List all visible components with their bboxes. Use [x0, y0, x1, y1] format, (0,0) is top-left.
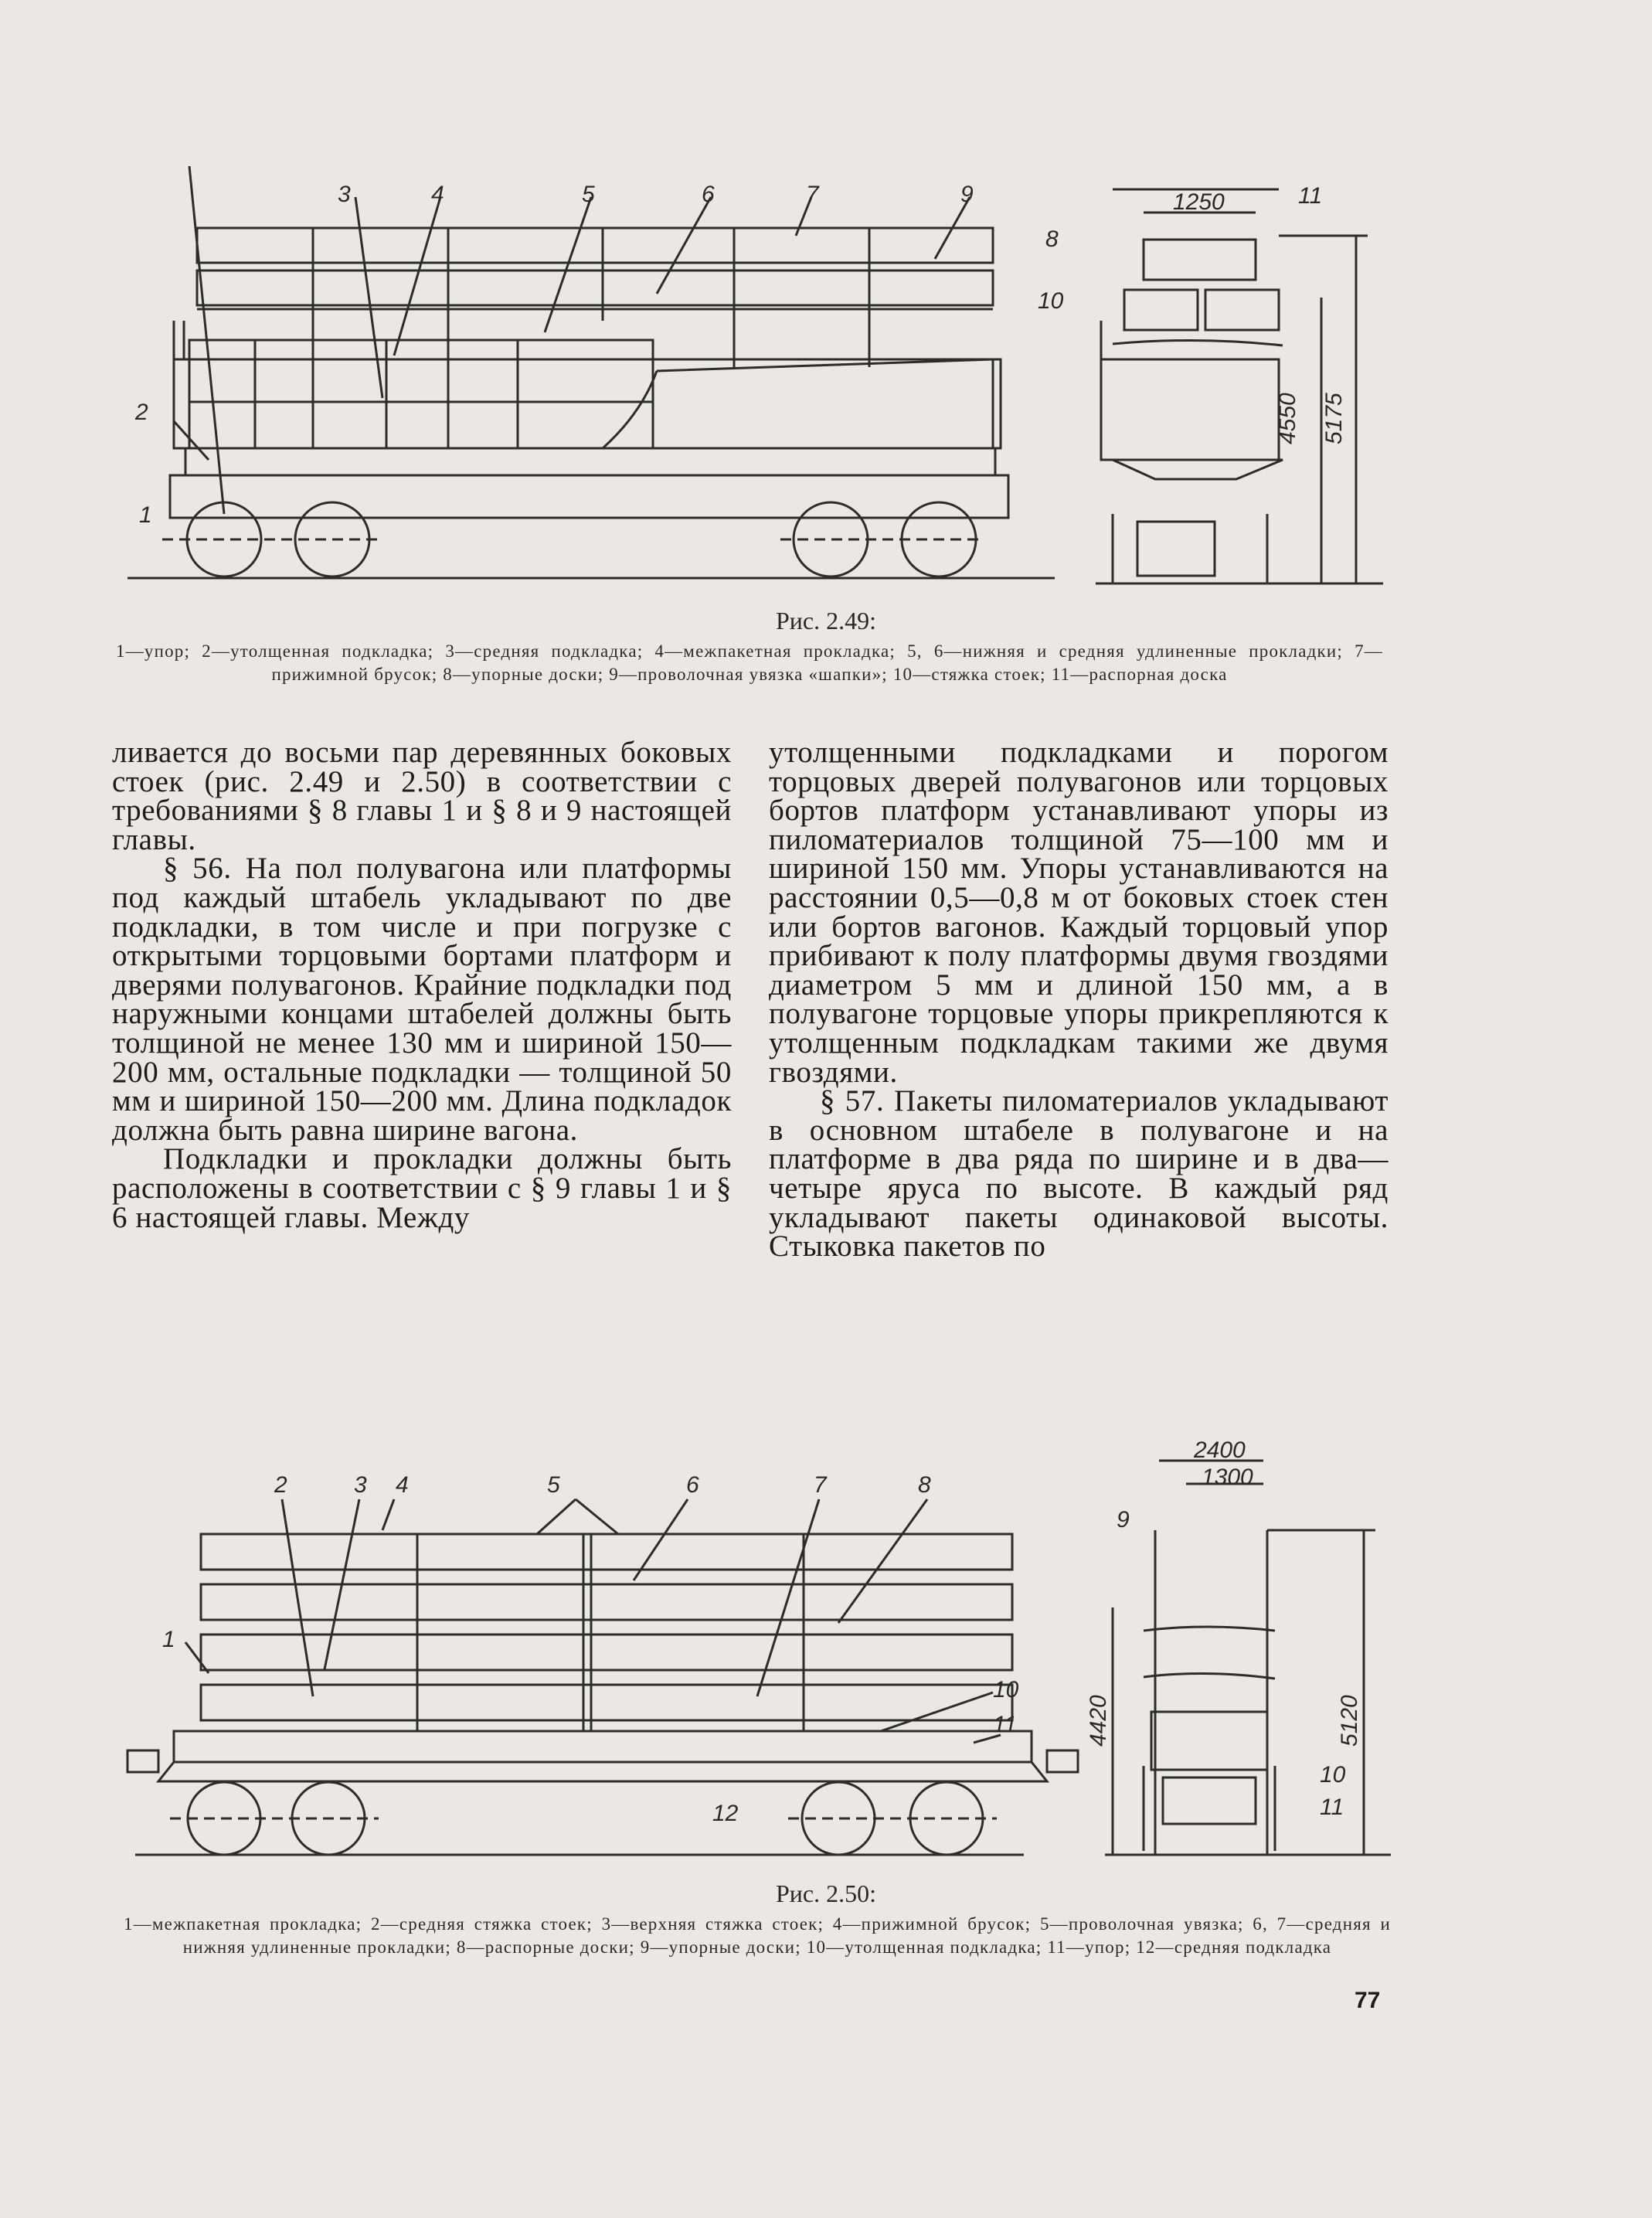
- fig1-label: 7: [806, 182, 819, 207]
- fig2-label: 3: [354, 1472, 367, 1498]
- fig1-label: 3: [338, 182, 351, 207]
- fig2-label: 10: [1320, 1762, 1346, 1788]
- fig2-label: 4: [396, 1472, 409, 1498]
- figure-2-49-caption: 1—упор; 2—утолщенная подкладка; 3—средняя подкладка; 4—межпакетная прокладка; 5, 6—нижняя и средняя удлиненные прокладки; 7—прижимной брусок; 8—упорные доски; 9—проволочная увязка «шапки»; 10—стяжка стоек; 11—распорная доска: [116, 641, 1383, 684]
- fig1-dimension: 4550: [1275, 393, 1300, 444]
- left-text-column: [112, 738, 732, 1232]
- fig1-label: 8: [1045, 226, 1059, 252]
- fig2-label: 1: [162, 1627, 175, 1652]
- fig1-label: 6: [702, 182, 715, 207]
- figure-2-50-labels: [124, 1437, 1399, 1878]
- paragraph: ливается до восьми пар деревянных боковых стоек (рис. 2.49 и 2.50) в соответствии с требованиями § 8 главы 1 и § 8 и 9 настоящей главы.: [112, 736, 732, 856]
- figure-2-49-labels: [116, 166, 1391, 599]
- fig1-dimension: 1250: [1173, 189, 1225, 215]
- fig1-label: 10: [1038, 288, 1064, 314]
- figure-2-50-title: Рис. 2.50:: [775, 1880, 876, 1907]
- fig2-label: 10: [993, 1677, 1019, 1703]
- figure-2-50-caption: 1—межпакетная прокладка; 2—средняя стяжка стоек; 3—верхняя стяжка стоек; 4—прижимной брусок; 5—проволочная увязка; 6, 7—средняя и нижняя удлиненные прокладки; 8—распорные доски; 9—упорные доски; 10—утолщенная подкладка; 11—упор; 12—средняя подкладка: [124, 1914, 1391, 1957]
- fig1-label: 9: [960, 182, 974, 207]
- fig2-dimension: 2400: [1194, 1437, 1246, 1463]
- fig1-label: 4: [431, 182, 444, 207]
- fig2-label: 11: [1320, 1794, 1344, 1820]
- fig1-label: 5: [582, 182, 595, 207]
- fig1-label: 1: [139, 502, 152, 528]
- paragraph: § 57. Пакеты пиломатериалов укладывают в основном штабеле в полувагоне и на платформе в два ряда по ширине и в два—четыре яруса по высоте. В каждый ряд укладывают пакеты одинаковой высоты. Стыковка пакетов по: [769, 1084, 1389, 1264]
- fig1-label: 2: [135, 400, 148, 425]
- fig2-label: 2: [274, 1472, 287, 1498]
- fig2-label: 6: [686, 1472, 699, 1498]
- fig2-dimension: 1300: [1202, 1464, 1253, 1490]
- fig2-label: 12: [712, 1801, 739, 1826]
- fig1-dimension: 5175: [1321, 393, 1347, 444]
- figure-2-49-title: Рис. 2.49:: [775, 607, 876, 634]
- paragraph: § 56. На пол полувагона или платформы под каждый штабель укладывают по две подкладки, в том числе и при погрузке с открытыми торцовыми бортами платформ и дверями полувагонов. Крайние подкладки под наружными концами штабелей должны быть толщиной не менее 130 мм и шириной 150—200 мм, остальные подкладки — толщиной 50 мм и шириной 150—200 мм. Длина подкладок должна быть равна ширине вагона.: [112, 852, 732, 1147]
- fig2-label: 7: [814, 1472, 827, 1498]
- fig1-label: 11: [1298, 183, 1323, 209]
- fig2-label: 11: [993, 1712, 1018, 1737]
- fig2-label: 8: [918, 1472, 931, 1498]
- fig2-dimension: 4420: [1086, 1695, 1111, 1747]
- paragraph: утолщенными подкладками и порогом торцовых дверей полувагонов или торцовых бортов платформ устанавливают упоры из пиломатериалов толщиной 75—100 мм и шириной 150 мм. Упоры устанавливаются на расстоянии 0,5—0,8 м от боковых стоек стен или бортов вагонов. Каждый торцовый упор прибивают к полу платформы двумя гвоздями диаметром 5 мм и длиной 150 мм, а в полувагоне торцовые упоры прикрепляются к утолщенным подкладкам такими же двумя гвоздями.: [769, 736, 1389, 1089]
- fig2-label: 5: [547, 1472, 560, 1498]
- page-number: 77: [1355, 1988, 1381, 2013]
- fig2-dimension: 5120: [1337, 1695, 1362, 1747]
- fig2-label: 9: [1117, 1507, 1130, 1533]
- right-text-column: [769, 736, 1389, 1264]
- paragraph: Подкладки и прокладки должны быть расположены в соответствии с § 9 главы 1 и § 6 настоящей главы. Между: [112, 1142, 732, 1234]
